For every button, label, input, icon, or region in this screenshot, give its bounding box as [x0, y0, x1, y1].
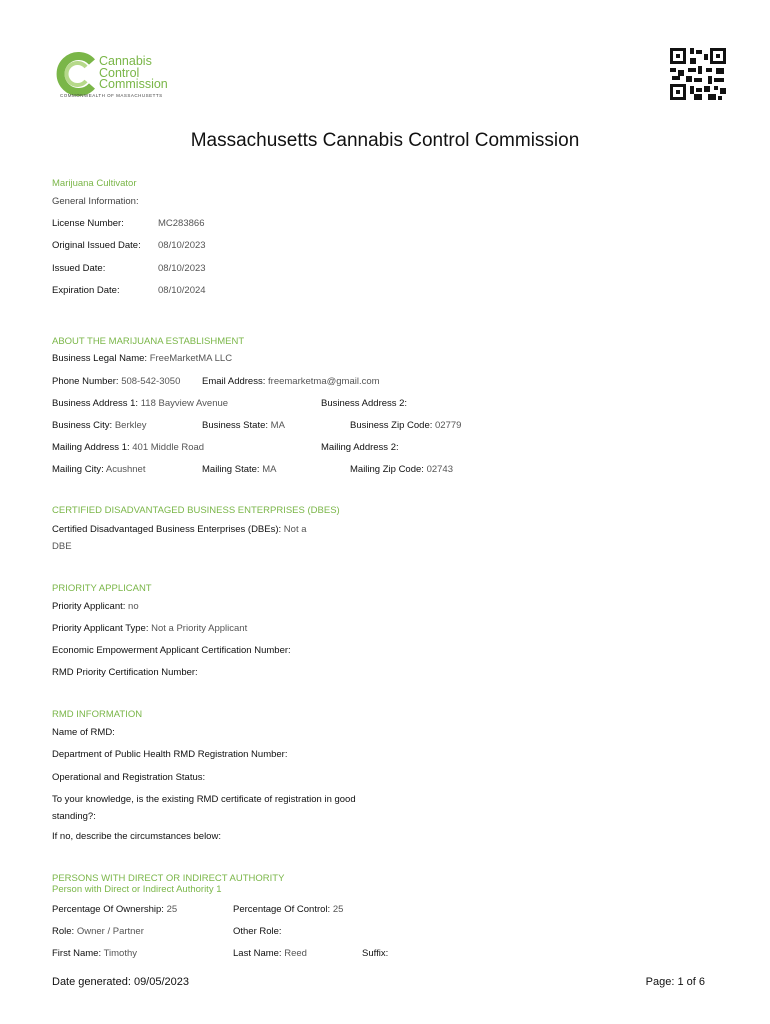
legal-name-value: FreeMarketMA LLC — [149, 353, 233, 364]
dbe-value-line2: DBE — [52, 541, 72, 552]
email-row — [202, 376, 380, 387]
rmd-priority-label: RMD Priority Certification Number: — [52, 667, 198, 678]
mailing-state-label: Mailing State: — [202, 464, 260, 475]
logo-c-icon — [54, 52, 100, 96]
business-city-label: Business City: — [52, 420, 113, 431]
business-address2-label: Business Address 2: — [321, 398, 408, 409]
mailing-zip-value: 02743 — [426, 464, 453, 475]
circumstances-label: If no, describe the circumstances below: — [52, 831, 221, 842]
last-name-value: Reed — [284, 948, 307, 959]
expiration-date-label: Expiration Date: — [52, 285, 120, 296]
business-city-row — [52, 420, 147, 431]
legal-name-row — [52, 353, 232, 364]
ownership-value: 25 — [166, 904, 178, 915]
original-issued-label: Original Issued Date: — [52, 240, 141, 251]
mailing-address1-row — [52, 442, 204, 453]
mailing-address1-label: Mailing Address 1: — [52, 442, 130, 453]
license-type: Marijuana Cultivator — [52, 178, 137, 189]
phone-row — [52, 376, 180, 387]
persons-heading: PERSONS WITH DIRECT OR INDIRECT AUTHORITY — [52, 873, 285, 884]
ownership-row — [52, 904, 177, 915]
other-role-label: Other Role: — [233, 926, 282, 937]
dbe-row — [52, 524, 307, 535]
phone-value: 508-542-3050 — [121, 376, 181, 387]
first-name-row — [52, 948, 137, 959]
original-issued-value: 08/10/2023 — [158, 240, 206, 251]
rmd-heading: RMD INFORMATION — [52, 709, 143, 720]
priority-applicant-row — [52, 601, 139, 612]
issued-date-label: Issued Date: — [52, 263, 106, 274]
good-standing-label-line2: standing?: — [52, 811, 96, 822]
mailing-state-value: MA — [262, 464, 277, 475]
priority-type-row — [52, 623, 247, 634]
business-address1-value: 118 Bayview Avenue — [140, 398, 229, 409]
license-number-value: MC283866 — [158, 218, 205, 229]
dph-registration-label: Department of Public Health RMD Registration Number: — [52, 749, 288, 760]
mailing-state-row — [202, 464, 276, 475]
rmd-name-label: Name of RMD: — [52, 727, 115, 738]
page-title: Massachusetts Cannabis Control Commission — [190, 130, 580, 151]
page-number: Page: 1 of 6 — [645, 976, 705, 988]
issued-date-value: 08/10/2023 — [158, 263, 206, 274]
business-state-label: Business State: — [202, 420, 269, 431]
priority-heading: PRIORITY APPLICANT — [52, 583, 152, 594]
business-address1-row — [52, 398, 228, 409]
business-state-row — [202, 420, 285, 431]
logo-line-1: Cannabis — [99, 54, 152, 68]
date-generated: Date generated: 09/05/2023 — [52, 976, 190, 988]
last-name-row — [233, 948, 307, 959]
mailing-city-row — [52, 464, 146, 475]
mailing-city-value: Acushnet — [105, 464, 146, 475]
ownership-label: Percentage Of Ownership: — [52, 904, 164, 915]
legal-name-label: Business Legal Name: — [52, 353, 148, 364]
last-name-label: Last Name: — [233, 948, 282, 959]
mailing-zip-row — [350, 464, 453, 475]
first-name-label: First Name: — [52, 948, 102, 959]
qr-code-icon — [670, 48, 726, 100]
email-label: Email Address: — [202, 376, 266, 387]
logo-subtitle: COMMONWEALTH OF MASSACHUSETTS — [60, 93, 163, 98]
business-zip-value: 02779 — [435, 420, 462, 431]
priority-applicant-label: Priority Applicant: — [52, 601, 126, 612]
mailing-zip-label: Mailing Zip Code: — [350, 464, 424, 475]
cannabis-commission-logo — [52, 50, 182, 102]
business-zip-row — [350, 420, 461, 431]
good-standing-label-line1: To your knowledge, is the existing RMD certificate of registration in good — [52, 794, 356, 805]
business-city-value: Berkley — [114, 420, 147, 431]
email-value: freemarketma@gmail.com — [268, 376, 380, 387]
operational-status-label: Operational and Registration Status: — [52, 772, 206, 783]
dbe-value-line1: Not a — [283, 524, 307, 535]
suffix-label: Suffix: — [362, 948, 389, 959]
license-number-label: License Number: — [52, 218, 124, 229]
dbe-heading: CERTIFIED DISADVANTAGED BUSINESS ENTERPRISES (DBES) — [52, 505, 340, 516]
role-value: Owner / Partner — [76, 926, 144, 937]
logo-line-2: Control — [99, 65, 140, 80]
priority-applicant-value: no — [128, 601, 139, 612]
mailing-address1-value: 401 Middle Road — [132, 442, 205, 453]
mailing-address2-label: Mailing Address 2: — [321, 442, 399, 453]
control-label: Percentage Of Control: — [233, 904, 331, 915]
business-address1-label: Business Address 1: — [52, 398, 139, 409]
establishment-heading: ABOUT THE MARIJUANA ESTABLISHMENT — [52, 336, 245, 347]
person-1-subheading: Person with Direct or Indirect Authority 1 — [52, 884, 222, 895]
mailing-city-label: Mailing City: — [52, 464, 104, 475]
econ-empowerment-label: Economic Empowerment Applicant Certification Number: — [52, 645, 291, 656]
phone-label: Phone Number: — [52, 376, 119, 387]
control-value: 25 — [332, 904, 344, 915]
first-name-value: Timothy — [103, 948, 137, 959]
priority-type-label: Priority Applicant Type: — [52, 623, 149, 634]
expiration-date-value: 08/10/2024 — [158, 285, 206, 296]
business-state-value: MA — [270, 420, 285, 431]
logo-line-3: Commission — [99, 77, 168, 91]
dbe-label: Certified Disadvantaged Business Enterprises (DBEs): — [52, 524, 282, 535]
general-info-heading: General Information: — [52, 196, 139, 207]
role-row — [52, 926, 144, 937]
role-label: Role: — [52, 926, 75, 937]
business-zip-label: Business Zip Code: — [350, 420, 433, 431]
control-row — [233, 904, 343, 915]
priority-type-value: Not a Priority Applicant — [151, 623, 248, 634]
